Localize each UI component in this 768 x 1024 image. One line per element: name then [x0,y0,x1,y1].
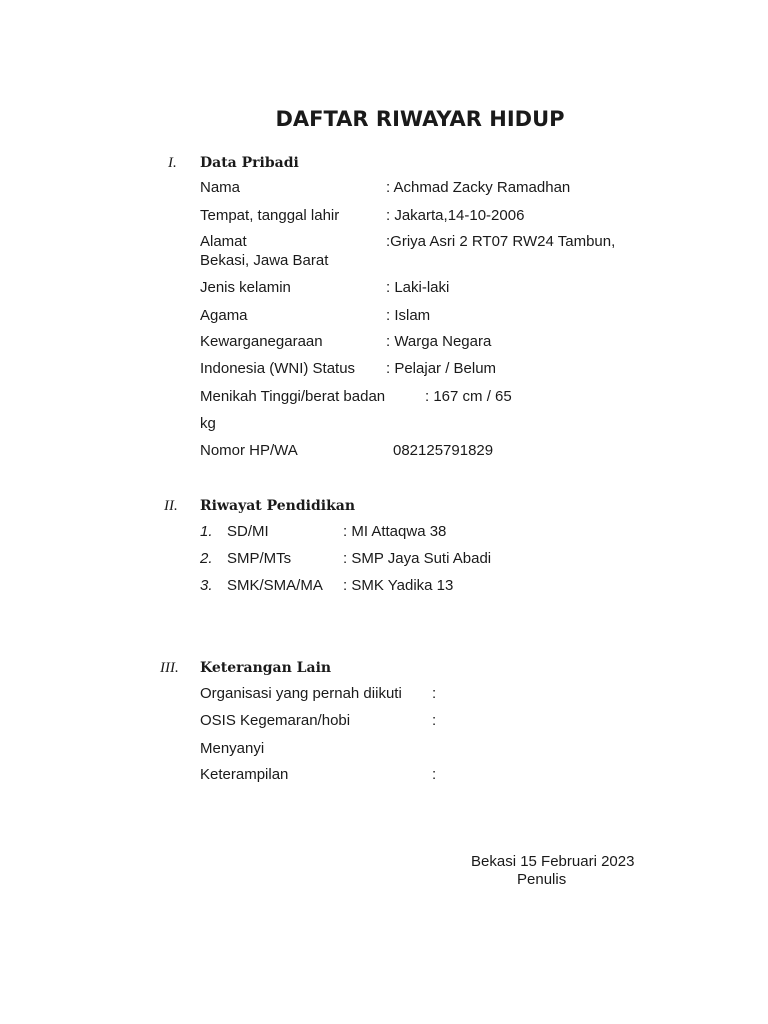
field-label: Indonesia (WNI) Status [200,360,356,377]
field-value: :Griya Asri 2 RT07 RW24 Tambun, [386,233,616,250]
field-label: Alamat [200,233,247,250]
school-name: : MI Attaqwa 38 [343,523,447,540]
field-label: Keterampilan [200,766,289,783]
field-label: Menyanyi [200,740,265,757]
page-title: DAFTAR RIWAYAR HIDUP [275,107,565,131]
field-value: : Pelajar / Belum [386,360,497,377]
list-number: 2. [200,550,213,567]
education-level: SD/MI [227,523,269,540]
section-title: Data Pribadi [200,155,299,171]
field-value: : Achmad Zacky Ramadhan [386,179,571,196]
section-title: Keterangan Lain [200,660,332,676]
school-name: : SMP Jaya Suti Abadi [343,550,492,567]
field-value: 082125791829 [393,442,494,459]
field-value-continuation: Bekasi, Jawa Barat [200,252,329,269]
list-number: 3. [200,577,213,594]
section-title: Riwayat Pendidikan [200,498,356,514]
school-name: : SMK Yadika 13 [343,577,454,594]
signature-place-date: Bekasi 15 Februari 2023 [471,853,635,870]
field-label: Agama [200,307,248,324]
field-value: : Islam [386,307,431,324]
list-number: 1. [200,523,213,540]
field-label: Menikah Tinggi/berat badan [200,388,386,405]
section-number: I. [168,155,177,171]
field-label: Jenis kelamin [200,279,291,296]
field-value: : [432,685,437,702]
field-value: : [432,712,437,729]
field-value-continuation: kg [200,415,216,432]
field-value: : [432,766,437,783]
section-number: III. [160,660,179,676]
field-label: Nomor HP/WA [200,442,298,459]
field-value: : Laki-laki [386,279,450,296]
field-label: OSIS Kegemaran/hobi [200,712,351,729]
education-level: SMK/SMA/MA [227,577,323,594]
field-label: Tempat, tanggal lahir [200,207,340,224]
signature-role: Penulis [517,871,567,888]
field-value: : Warga Negara [386,333,492,350]
education-level: SMP/MTs [227,550,292,567]
field-label: Kewarganegaraan [200,333,323,350]
field-value: : 167 cm / 65 [425,388,512,405]
field-value: : Jakarta,14-10-2006 [386,207,525,224]
field-label: Nama [200,179,241,196]
section-number: II. [164,498,178,514]
field-label: Organisasi yang pernah diikuti [200,685,402,702]
